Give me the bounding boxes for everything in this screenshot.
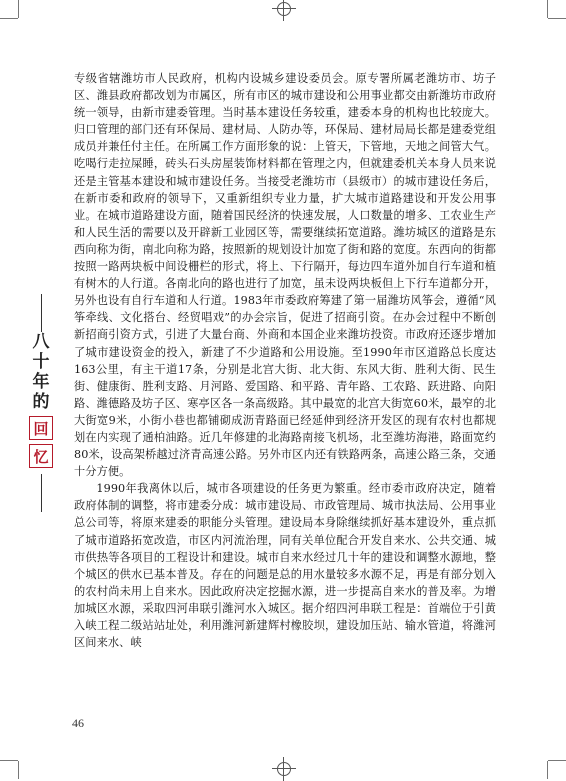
- top-registration-mark: [277, 2, 291, 16]
- title-boxed-char: 回: [29, 416, 53, 440]
- corner-mark: [18, 0, 19, 18]
- paragraph: 专级省辖潍坊市人民政府，机构内设城乡建设委员会。原专署所属老潍坊市、坊子区、潍县政府都改划为市属区，所有市区的城市建设和公用事业都交由新潍坊市政府统一领导，由新市建委管理。当时基本建设任务较重，建委本身的机构也比较庞大。归口管理的部门还有环保局、建材局、人防办等，环保局、建材局局长都是建委党组成员并兼任付主任。在所属工作方面形象的说：上管天，下管地，天地之间管大气。吃喝行走拉屎睡，砖头石头房屋装饰材料都在管理之内，但就建委机关本身人员来说还是主管基本建设和城市建设任务。当接受老潍坊市（县级市）的城市建设任务后，在新市委和政府的领导下，又重新组织专业力量，扩大城市道路建设和开发公用事业。在城市道路建设方面，随着国民经济的快速发展，人口数量的增多、工农业生产和人民生活的需要以及开辟新工业园区等，需要继续拓宽道路。潍坊城区的道路是东西向称为街，南北向称为路，按照新的规划设计加宽了街和路的宽度。东西向的街都按照一路两块板中间设栅栏的形式，将上、下行隔开，每边四车道外加自行车道和植有树木的人行道。各南北向的路也进行了加宽，虽未设两块板但上下行车道都分开，另外也设有自行车道和人行道。1983年市委政府筹建了第一届潍坊风筝会，遵循“风筝牵线、文化搭台、经贸唱戏”的办会宗旨，促进了招商引资。在办会过程中不断创新招商引资方式，引进了大量台商、外商和本国企业来潍坊投资。市政府还逐步增加了城市建设资金的投入，新建了不少道路和公用设施。至1990年市区道路总长度达163公里，有主干道17条，分别是北宫大街、北大街、东风大街、胜利大街、民生街、健康街、胜利支路、月河路、爱国路、和平路、青年路、工农路、跃进路、向阳路、潍德路及坊子区、寒亭区各一条高级路。其中最宽的北宫大街宽60米，最窄的北大街宽9米，小街小巷也都铺砌成沥青路面已经延伸到经济开发区的现有农村也都规划在内实现了通柏油路。近几年修建的北海路南接飞机场，北至潍坊海港，路面宽约80米，设高架桥越过济青高速公路。另外市区内还有铁路两条，高速公路三条，交通十分方便。: [74, 72, 496, 479]
- running-title: [28, 294, 54, 512]
- corner-mark: [547, 0, 548, 18]
- bottom-registration-mark: [277, 762, 291, 776]
- title-char: 十: [32, 352, 50, 372]
- title-boxed-char: 忆: [29, 444, 53, 468]
- paragraph: 1990年我离休以后，城市各项建设的任务更为繁重。经市委市政府决定，随着政府体制的调整，将市建委分成：城市建设局、市政管理局、城市执法局、公用事业总公司等，将原来建委的职能分头管理。建设局本身除继续抓好基本建设外，重点抓了城市道路拓宽改造，市区内河流治理，同有关单位配合开发自来水、公共交通、城市供热等各项目的工程设计和建设。城市自来水经过几十年的建设和调整水源地，整个城区的供水已基本普及。存在的问题是总的用水量较多水源不足，再是有部分划入的农村尚未用上自来水。因此政府决定挖掘水源，进一步提高自来水的普及率。为增加城区水源，采取四河串联引潍河水入城区。据介绍四河串联工程是：首端位于引黄入峡工程二级站站址处，利用潍河新建辉村橡胶坝，建设加压站、输水管道，将潍河区间来水、峡: [74, 482, 496, 650]
- body-text: [74, 70, 496, 651]
- corner-mark: [18, 761, 19, 779]
- corner-mark: [547, 761, 548, 779]
- title-rule-top: [41, 294, 42, 332]
- corner-mark: [0, 18, 18, 19]
- title-char: 的: [32, 392, 50, 412]
- corner-mark: [0, 760, 18, 761]
- title-rule-bottom: [41, 474, 42, 512]
- title-char: 八: [32, 332, 50, 352]
- corner-mark: [548, 18, 566, 19]
- corner-mark: [548, 760, 566, 761]
- title-char: 年: [32, 372, 50, 392]
- page-number: 46: [72, 716, 84, 730]
